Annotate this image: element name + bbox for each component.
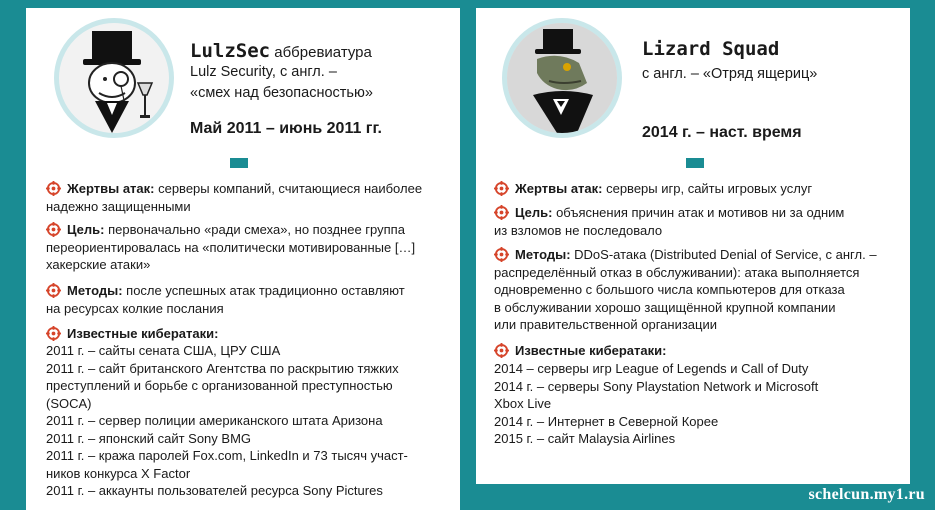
victims-text: серверы компаний, считающиеся наиболее	[154, 181, 423, 196]
methods-text-2: на ресурсах колкие послания	[46, 300, 224, 316]
list-item: 2011 г. – сайты сената США, ЦРУ США	[46, 343, 281, 358]
lulzsec-card	[26, 8, 460, 498]
victims-label: Жертвы атак:	[515, 181, 603, 196]
watermark: schelcun.my1.ru	[808, 486, 925, 503]
lizard-in-tophat-icon	[507, 23, 617, 133]
lizard-squad-sub: с англ. – «Отряд ящериц»	[642, 66, 818, 82]
list-item: 2015 г. – сайт Malaysia Airlines	[494, 431, 676, 446]
methods-label: Методы:	[67, 283, 123, 298]
list-item: 2011 г. – сайт британского Агентства по раскрытию тяжких	[46, 360, 399, 376]
target-icon	[46, 181, 61, 196]
methods-line: распределённый отказ в обслуживании): атака выполняется	[494, 264, 860, 280]
target-icon	[46, 222, 61, 237]
lizard-squad-avatar	[502, 18, 622, 138]
goal-text-2: переориентировалась на «политически мотивированные […]	[46, 239, 416, 255]
list-item: 2014 – серверы игр League of Legends и Call of Duty	[494, 361, 809, 376]
known-attacks-label: Известные кибератаки:	[67, 326, 219, 341]
goal-text-3: хакерские атаки»	[46, 257, 151, 272]
goal-text: первоначально «ради смеха», но позднее группа	[104, 222, 405, 237]
list-item: Xbox Live	[494, 396, 552, 411]
target-icon	[46, 283, 61, 298]
list-item: преступлений и борьбе с организованной преступностью	[46, 378, 393, 393]
list-item: (SOCA)	[46, 395, 92, 411]
list-item: 2014 г. – серверы Sony Playstation Network и Microsoft	[494, 378, 819, 394]
lizard-squad-name: Lizard Squad	[642, 38, 780, 60]
target-icon	[494, 343, 509, 358]
list-item: 2014 г. – Интернет в Северной Корее	[494, 413, 719, 429]
target-icon	[494, 205, 509, 220]
target-icon	[494, 247, 509, 262]
lulzsec-sub-line-2: «смех над безопасностью»	[190, 85, 373, 101]
victims-label: Жертвы атак:	[67, 181, 155, 196]
methods-line: одновременно с большого числа компьютеров для отказа	[494, 282, 845, 297]
methods-label: Методы:	[515, 247, 571, 262]
lulzsec-name: LulzSec	[190, 40, 271, 62]
lizard-squad-details	[476, 168, 910, 484]
list-item: 2011 г. – кража паролей Fox.com, LinkedIn и 73 тысяч участ-	[46, 448, 408, 463]
goal-label: Цель:	[67, 222, 105, 237]
lizard-squad-header	[476, 8, 910, 158]
lizard-squad-card	[476, 8, 910, 446]
methods-line: или правительственной организации	[494, 317, 718, 332]
lulzsec-name-suffix: аббревиатура	[270, 44, 372, 61]
monocle-gentleman-icon	[59, 23, 169, 133]
lulzsec-details	[26, 168, 460, 510]
goal-text: объяснения причин атак и мотивов ни за одним	[552, 205, 845, 220]
victims-text-2: надежно защищенными	[46, 198, 191, 214]
known-attacks-label: Известные кибератаки:	[515, 343, 667, 358]
methods-line: в обслуживании хорошо защищённой крупной компании	[494, 299, 836, 315]
target-icon	[46, 326, 61, 341]
methods-text: DDoS-атака (Distributed Denial of Service, с англ. –	[570, 247, 877, 262]
list-item: 2011 г. – сервер полиции американского штата Аризона	[46, 413, 383, 428]
goal-label: Цель:	[515, 205, 553, 220]
methods-text: после успешных атак традиционно оставляют	[122, 283, 405, 298]
lulzsec-avatar	[54, 18, 174, 138]
list-item: 2011 г. – японский сайт Sony BMG	[46, 430, 252, 446]
lulzsec-period: Май 2011 – июнь 2011 гг.	[190, 120, 382, 137]
lizard-squad-attacks-list	[494, 360, 900, 448]
lulzsec-sub-line-1: Lulz Security, с англ. –	[190, 64, 337, 80]
lulzsec-attacks-list	[46, 342, 450, 500]
target-icon	[494, 181, 509, 196]
list-item: ников конкурса X Factor	[46, 465, 191, 481]
lulzsec-header	[26, 8, 460, 158]
victims-text: серверы игр, сайты игровых услуг	[602, 181, 813, 196]
list-item: 2011 г. – аккаунты пользователей ресурса Sony Pictures	[46, 483, 383, 498]
goal-text-2: из взломов не последовало	[494, 222, 663, 238]
lizard-squad-period: 2014 г. – наст. время	[642, 124, 802, 141]
